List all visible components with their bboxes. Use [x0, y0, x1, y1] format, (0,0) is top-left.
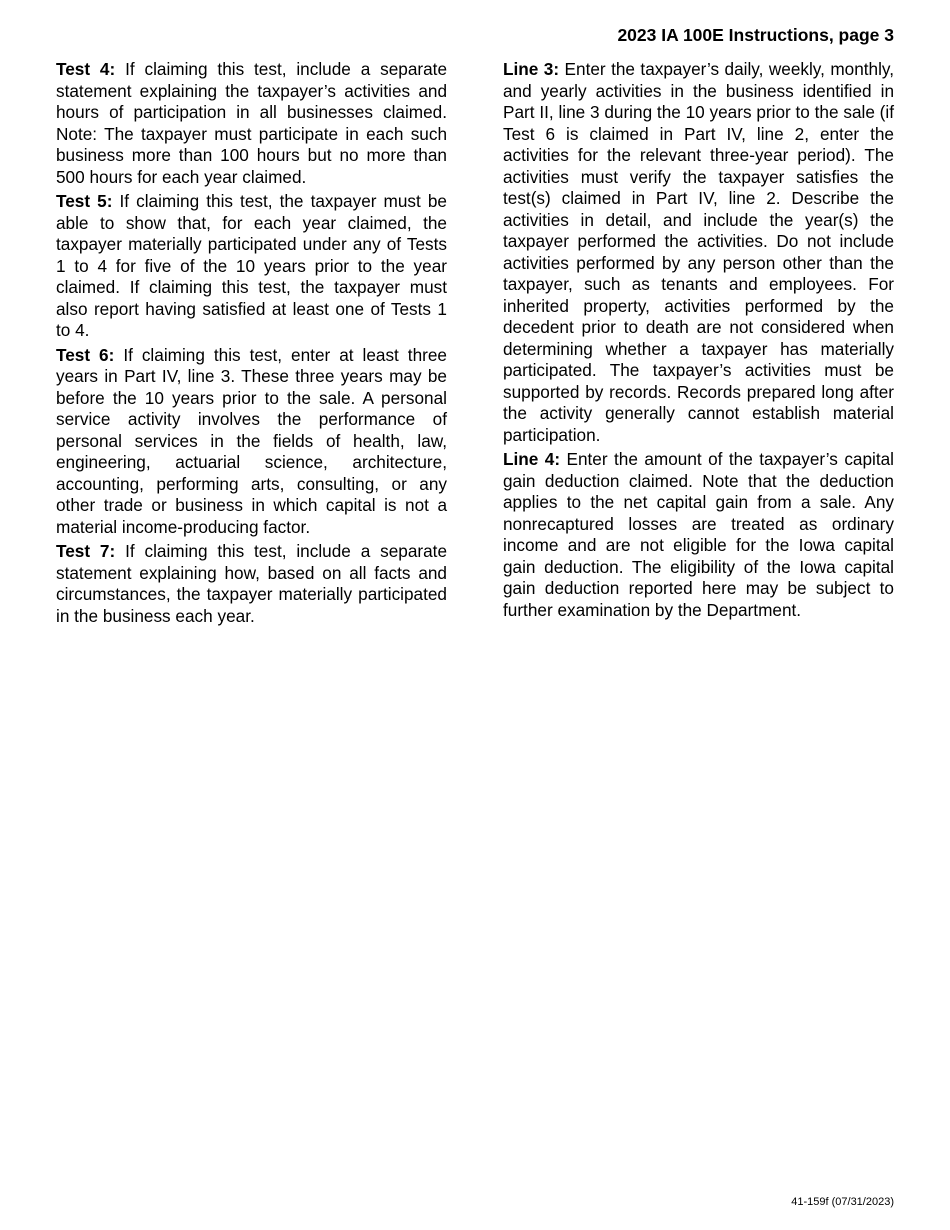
paragraph-line-4	[503, 449, 894, 621]
paragraph-text: If claiming this test, include a separate statement explaining the taxpayer’s activities and hours of participation in all businesses claimed. Note: The taxpayer must participate in each such business more than 100 hours but no more than 500 hours for each year claimed.	[56, 59, 448, 187]
page-header-title: 2023 IA 100E Instructions, page 3	[617, 25, 894, 45]
left-column	[56, 59, 447, 630]
paragraph-label: Test 4:	[56, 59, 116, 79]
paragraph-label: Test 5:	[56, 191, 113, 211]
paragraph-text: If claiming this test, the taxpayer must be able to show that, for each year claimed, the taxpayer materially participated under any of Tests 1 to 4 for five of the 10 years prior to the year claimed. If claiming this test, the taxpayer must also report having satisfied at least one of Tests 1 to 4.	[56, 191, 447, 340]
paragraph-test-4	[56, 59, 447, 188]
paragraph-text: Enter the taxpayer’s daily, weekly, monthly, and yearly activities in the business identified in Part II, line 3 during the 10 years prior to the sale (if Test 6 is claimed in Part IV, line 2, enter the activities for the relevant three-year period). The activities must verify the taxpayer satisfies the test(s) claimed in Part IV, line 2. Describe the activities in detail, and include the year(s) the taxpayer performed the activities. Do not include activities performed by any person other than the taxpayer, such as tenants and employees. For inherited property, activities performed by the decedent prior to death are not considered when determining whether a taxpayer has materially participated. The taxpayer’s activities must be supported by records. Records prepared long after the activity generally cannot establish material participation.	[503, 59, 895, 445]
right-column	[503, 59, 894, 624]
paragraph-label: Line 3:	[503, 59, 560, 79]
paragraph-line-3	[503, 59, 894, 446]
paragraph-label: Line 4:	[503, 449, 561, 469]
paragraph-text: Enter the amount of the taxpayer’s capital gain deduction claimed. Note that the deduction applies to the net capital gain from a sale. Any nonrecaptured losses are treated as ordinary income and are not eligible for the Iowa capital gain deduction. The eligibility of the Iowa capital gain deduction reported here may be subject to further examination by the Department.	[503, 449, 894, 620]
paragraph-test-6	[56, 345, 447, 539]
paragraph-test-5	[56, 191, 447, 342]
paragraph-test-7	[56, 541, 447, 627]
paragraph-text: If claiming this test, enter at least three years in Part IV, line 3. These three years may be before the 10 years prior to the sale. A personal service activity involves the performance of personal services in the fields of health, law, engineering, actuarial science, architecture, accounting, performing arts, consulting, or any other trade or business in which capital is not a material income-producing factor.	[56, 344, 447, 537]
form-code: 41-159f (07/31/2023)	[791, 1196, 894, 1208]
paragraph-label: Test 6:	[56, 344, 115, 365]
paragraph-text: If claiming this test, include a separate statement explaining how, based on all facts and circumstances, the taxpayer materially participated in the business each year.	[56, 541, 448, 626]
paragraph-label: Test 7:	[56, 541, 116, 561]
